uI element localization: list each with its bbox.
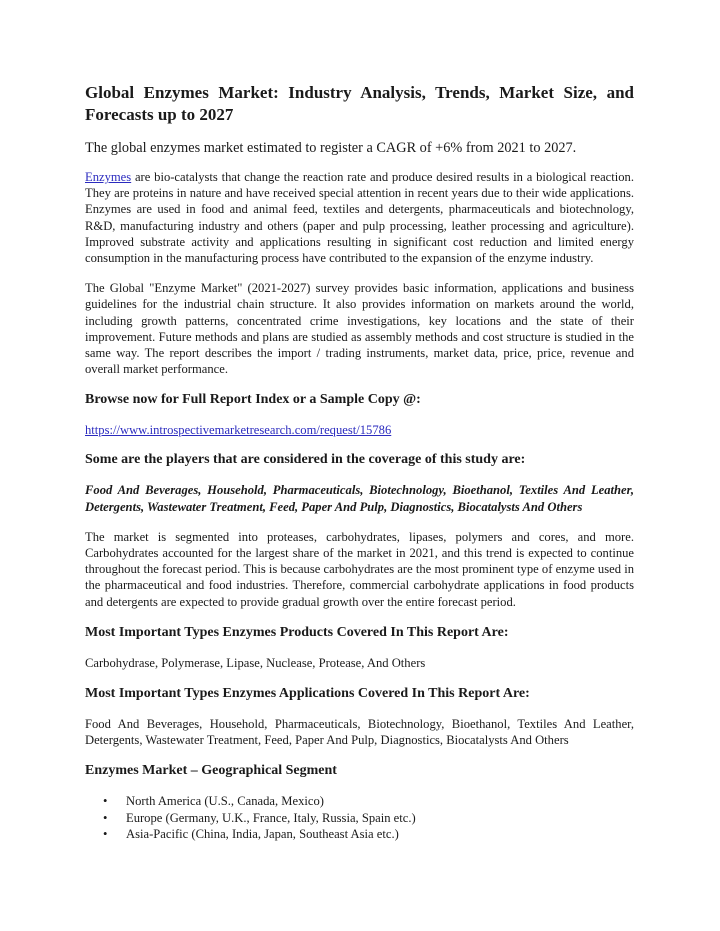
report-url-link[interactable]: https://www.introspectivemarketresearch.com/request/15786 [85,423,392,438]
players-heading: Some are the players that are considered in the coverage of this study are: [85,452,526,468]
intro-text: are bio-catalysts that change the reaction rate and produce desired results in a biological reaction. They are proteins in nature and have received special attention in recent years due to their wide applications. Enzymes are used in food and animal feed, textiles and detergents, pharmaceuticals and biotechnology, R&D, manufacturing industry and others (paper and pulp processing, leather processing and agriculture). Improved substrate activity and applications resulting in significant cost reduction and limited energy consumption in the manufacturing process have contributed to the expansion of the enzyme industry. [85,170,634,266]
geo-heading: Enzymes Market – Geographical Segment [85,763,337,779]
geo-item-europe: • Europe (Germany, U.K., France, Italy, Russia, Spain etc.) [85,810,634,826]
document-page [85,82,634,842]
browse-heading: Browse now for Full Report Index or a Sample Copy @: [85,392,421,408]
products-heading: Most Important Types Enzymes Products Covered In This Report Are: [85,624,509,640]
intro-paragraph [85,169,634,266]
geo-item-north-america: • North America (U.S., Canada, Mexico) [85,793,634,809]
survey-paragraph: The Global "Enzyme Market" (2021-2027) survey provides basic information, applications and business guidelines for the industrial chain structure. It also provides information on markets around the world, including growth patterns, concentrated crime investigations, key locations and the state of their improvement. Future methods and plans are studied as assembly methods and cost structure is studied in the same way. The report describes the import / trading instruments, market data, price, price, revenue and overall market performance. [85,281,634,377]
document-subtitle: The global enzymes market estimated to register a CAGR of +6% from 2021 to 2027. [85,140,577,156]
applications-heading: Most Important Types Enzymes Applications Covered In This Report Are: [85,686,530,702]
applications-list: Food And Beverages, Household, Pharmaceuticals, Biotechnology, Bioethanol, Textiles And Leather, Detergents, Wastewater Treatment, Feed, Paper And Pulp, Diagnostics, Biocatalysts And Others [85,717,634,748]
enzymes-link[interactable]: Enzymes [85,170,132,184]
geo-list [85,793,634,842]
geo-item-asia-pacific: • Asia-Pacific (China, India, Japan, Southeast Asia etc.) [85,826,634,842]
segment-paragraph: The market is segmented into proteases, carbohydrates, lipases, polymers and cores, and more. Carbohydrates accounted for the largest share of the market in 2021, and this trend is expected to continue throughout the forecast period. This is because carbohydrates are the most prominent type of enzyme used in the pharmaceutical and food industries. Therefore, commercial carbohydrate applications in food products and detergents are expected to provide gradual growth over the entire forecast period. [85,529,634,609]
players-list: Food And Beverages, Household, Pharmaceuticals, Biotechnology, Bioethanol, Textiles And Leather, Detergents, Wastewater Treatment, Feed, Paper And Pulp, Diagnostics, Biocatalysts And Others [85,483,634,514]
products-list: Carbohydrase, Polymerase, Lipase, Nuclease, Protease, And Others [85,655,426,670]
document-title: Global Enzymes Market: Industry Analysis, Trends, Market Size, and Forecasts up to 2027 [85,83,634,124]
report-link-line [85,422,634,438]
